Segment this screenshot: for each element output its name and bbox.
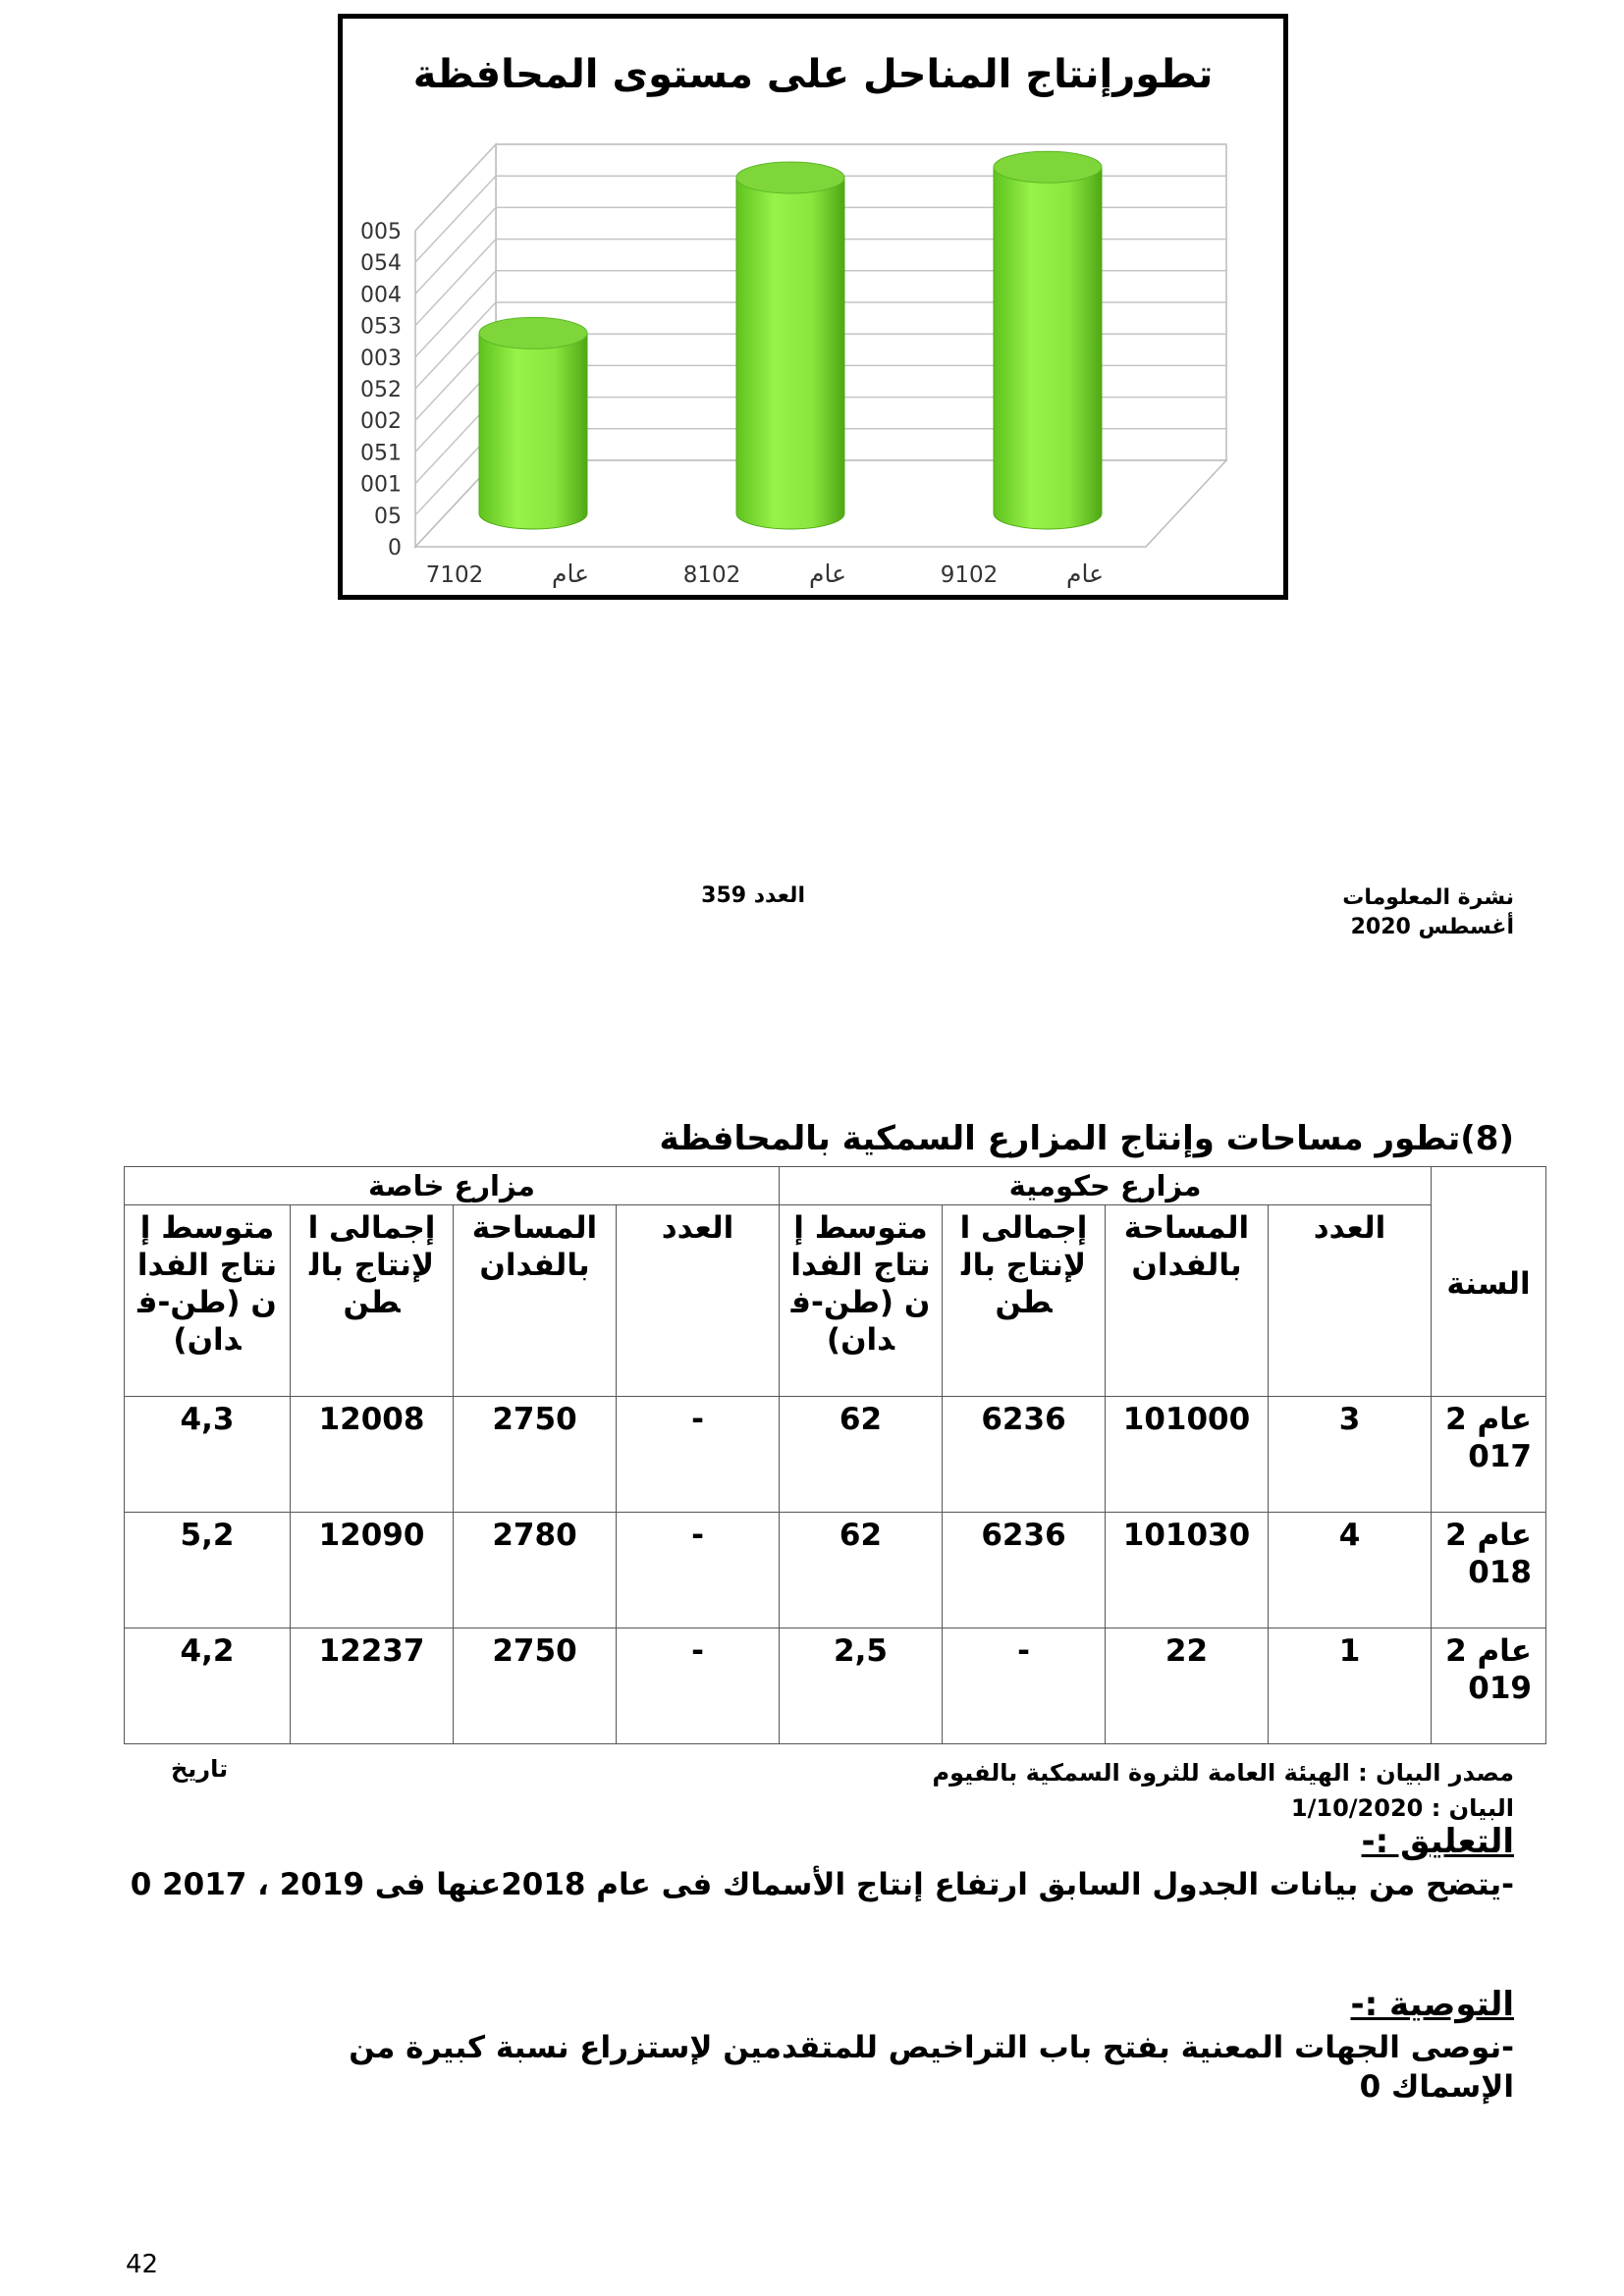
chart-title: تطورإنتاج المناحل على مستوى المحافظة [412,52,1214,97]
bar-top [479,317,587,348]
comment-text: -يتضح من بيانات الجدول السابق ارتفاع إنتاج الأسماك فى عام 2018عنها فى 2019 ، 2017 0 [130,1867,1514,1902]
fish-farms-table [124,1166,1546,1744]
x-tick-label: عام [551,560,590,588]
year-header: السنة [1432,1167,1546,1397]
chart-frame [338,14,1288,600]
table-cell: 2750 [454,1397,617,1513]
table-cell: 101030 [1106,1513,1269,1629]
table-cell: 12237 [291,1629,454,1744]
table-cell: 4,2 [125,1629,291,1744]
bulletin-date: أغسطس 2020 [1350,915,1514,939]
page-number: 42 [126,2250,159,2279]
table-cell: 62 [780,1397,943,1513]
y-tick-label: 053 [360,314,402,340]
x-tick-label: 8102 [682,562,741,588]
source-date: البيان : 1/10/2020 [1290,1794,1514,1822]
gov-farms-header: مزارع حكومية [780,1167,1432,1205]
table-cell: 4,3 [125,1397,291,1513]
data-source [768,1755,1514,1826]
y-tick-label: 0 [388,536,402,561]
recommendation-text: -نوصى الجهات المعنية بفتح باب التراخيص للمتقدمين لإستزراع نسبة كبيرة من الإسماك 0 [349,2030,1514,2105]
recommendation-heading: التوصية :- [1350,1985,1514,2024]
table-cell: - [943,1629,1106,1744]
x-tick-label: عام [1065,560,1105,588]
x-tick-label: 9102 [940,562,999,588]
private-farms-header: مزارع خاصة [125,1167,780,1205]
x-tick-label: 7102 [425,562,484,588]
column-header: إجمالى الإنتاج بالطن [943,1205,1106,1397]
y-tick-label: 001 [360,472,402,498]
y-tick-label: 003 [360,346,402,371]
bar [736,178,844,529]
table-row [125,1397,1546,1513]
bulletin-header [1219,883,1514,942]
column-header: المساحة بالفدان [1106,1205,1269,1397]
table-title: (8)تطور مساحات وإنتاج المزارع السمكية بالمحافظة [659,1119,1514,1158]
y-tick-label: 005 [360,220,402,244]
plot-area [360,144,1226,588]
table-cell: 2,5 [780,1629,943,1744]
source-text: مصدر البيان : الهيئة العامة للثروة السمكية بالفيوم [932,1759,1514,1787]
table-cell: - [617,1629,780,1744]
table-cell: - [617,1397,780,1513]
issue-number: العدد 359 [701,883,805,908]
x-tick-label: عام [808,560,847,588]
table-cell: 1 [1269,1629,1432,1744]
y-tick-label: 054 [360,251,402,277]
table-row [125,1513,1546,1629]
table-cell: 12008 [291,1397,454,1513]
column-header: العدد [617,1205,780,1397]
table-cell: 22 [1106,1629,1269,1744]
table-cell: 5,2 [125,1513,291,1629]
table-cell: 101000 [1106,1397,1269,1513]
bar-chart [343,19,1283,595]
table-cell: 12090 [291,1513,454,1629]
bar [479,333,587,529]
table-cell: 6236 [943,1513,1106,1629]
column-header: المساحة بالفدان [454,1205,617,1397]
column-header: إجمالى الإنتاج بالطن [291,1205,454,1397]
bar [994,167,1102,529]
source-date-label: تاريخ [171,1755,229,1783]
table-cell: 2780 [454,1513,617,1629]
column-header: متوسط إنتاج الفدان (طن-فدان) [780,1205,943,1397]
table-cell: 6236 [943,1397,1106,1513]
y-tick-label: 004 [360,283,402,308]
table-cell: 2750 [454,1629,617,1744]
bulletin-name: نشرة المعلومات [1342,885,1514,910]
table-cell: 4 [1269,1513,1432,1629]
y-tick-label: 002 [360,409,402,435]
year-cell: عام 2019 [1432,1629,1546,1744]
y-tick-label: 051 [360,441,402,466]
y-tick-label: 052 [360,378,402,402]
bar-top [736,162,844,193]
y-tick-label: 05 [374,504,402,529]
table-cell: 62 [780,1513,943,1629]
year-cell: عام 2018 [1432,1513,1546,1629]
bar-top [994,151,1102,183]
year-cell: عام 2017 [1432,1397,1546,1513]
table-row [125,1629,1546,1744]
comment-heading: التعليق :- [1361,1822,1514,1861]
table-cell: - [617,1513,780,1629]
column-header: متوسط إنتاج الفدان (طن-فدان) [125,1205,291,1397]
table-cell: 3 [1269,1397,1432,1513]
column-header: العدد [1269,1205,1432,1397]
